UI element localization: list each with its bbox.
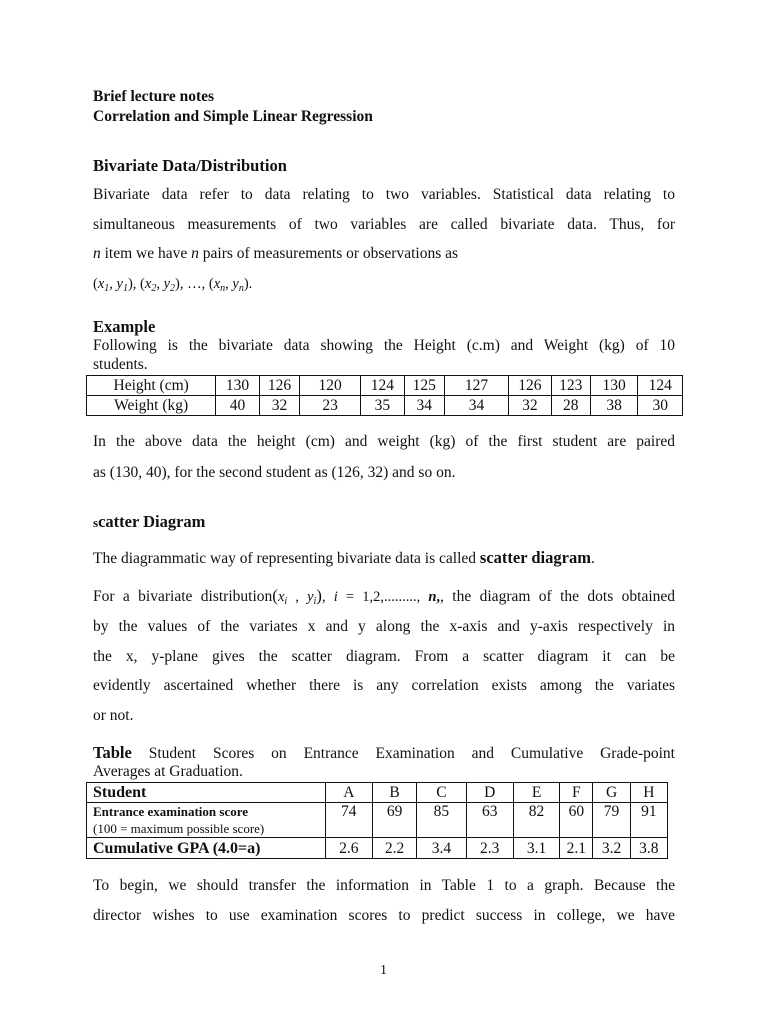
student-header: F — [560, 783, 593, 803]
text-fragment: item we have — [100, 245, 192, 262]
table-cell: 2.2 — [372, 838, 416, 859]
table-cell: 3.1 — [513, 838, 559, 859]
student-header: G — [593, 783, 630, 803]
scatter-para-2-line-4: evidently ascertained whether there is any correlation exists among the variates — [93, 677, 675, 694]
table-cell: 3.8 — [630, 838, 667, 859]
header-line-1: Brief lecture notes — [93, 88, 215, 105]
scatter-para-2-line-5: or not. — [93, 707, 134, 724]
text-fragment: pairs of measurements or observations as — [198, 245, 459, 262]
row-label-main: Entrance examination score — [93, 804, 249, 819]
table-row — [87, 396, 683, 416]
text-fragment: The diagrammatic way of representing bivariate data is called — [93, 550, 480, 567]
table-cell: 126 — [259, 376, 299, 396]
table-caption-line-2: Averages at Graduation. — [93, 763, 243, 780]
table-cell: 120 — [300, 376, 361, 396]
table-cell: 2.6 — [325, 838, 372, 859]
table-cell: 130 — [216, 376, 259, 396]
table-row — [87, 783, 668, 803]
table-cell: 85 — [417, 803, 466, 838]
distribution-formula: ($x_i$ , $y_i$), i = 1,2,........., n, — [272, 586, 441, 607]
pairs-formula: ($x_1$, $y_1$), ($x_2$, $y_2$), …, ($x_n$, $y_n$). — [93, 276, 253, 294]
text-fragment: Student Scores on Entrance Examination and Cumulative Grade-point — [131, 745, 675, 762]
bivariate-para-line-3 — [93, 245, 458, 263]
scatter-para-2-line-1 — [93, 586, 675, 607]
table-cell: 126 — [509, 376, 551, 396]
table-cell: 124 — [638, 376, 683, 396]
student-header: E — [513, 783, 559, 803]
table-cell: 123 — [551, 376, 590, 396]
student-header: D — [466, 783, 513, 803]
after-table-line-2: as (130, 40), for the second student as (126, 32) and so on. — [93, 464, 456, 481]
closing-line-1: To begin, we should transfer the information in Table 1 to a graph. Because the — [93, 877, 675, 894]
table-cell: 2.3 — [466, 838, 513, 859]
table-row — [87, 376, 683, 396]
caption-table-word: Table — [93, 743, 132, 762]
table-cell: 127 — [444, 376, 508, 396]
table-cell: 82 — [513, 803, 559, 838]
example-line-2: students. — [93, 356, 148, 373]
bivariate-para-line-1: Bivariate data refer to data relating to two variables. Statistical data relating to — [93, 186, 675, 203]
table-cell: 124 — [361, 376, 404, 396]
student-header: H — [630, 783, 667, 803]
student-header: C — [417, 783, 466, 803]
row-label: Weight (kg) — [87, 396, 216, 416]
header-line-2: Correlation and Simple Linear Regression — [93, 108, 373, 125]
n-symbol: n — [191, 245, 199, 262]
table-cell: 32 — [259, 396, 299, 416]
table-caption-line-1 — [93, 743, 675, 763]
table-cell: 35 — [361, 396, 404, 416]
closing-line-2: director wishes to use examination scores to predict success in college, we have — [93, 907, 675, 924]
table-cell: 34 — [404, 396, 444, 416]
bivariate-heading: Bivariate Data/Distribution — [93, 156, 287, 175]
table-cell: 3.4 — [417, 838, 466, 859]
table-cell: 125 — [404, 376, 444, 396]
table-cell: 38 — [590, 396, 638, 416]
table-cell: 63 — [466, 803, 513, 838]
scatter-para-2-line-3: the x, y-plane gives the scatter diagram. From a scatter diagram it can be — [93, 648, 675, 665]
row-label: Height (cm) — [87, 376, 216, 396]
table-cell: 74 — [325, 803, 372, 838]
text-fragment: For a bivariate distribution — [93, 588, 273, 605]
table-row — [87, 803, 668, 838]
example-line-1: Following is the bivariate data showing the Height (c.m) and Weight (kg) of 10 — [93, 337, 675, 354]
student-header: B — [372, 783, 416, 803]
scatter-heading — [93, 512, 205, 532]
table-cell: 60 — [560, 803, 593, 838]
text-fragment: . — [590, 550, 595, 567]
row-label: Cumulative GPA (4.0=a) — [87, 838, 326, 859]
n-symbol: n — [93, 245, 101, 262]
header-label: Student — [87, 783, 326, 803]
scatter-diagram-term: scatter diagram — [479, 548, 591, 567]
after-table-line-1: In the above data the height (cm) and weight (kg) of the first student are paired — [93, 433, 675, 450]
student-header: A — [325, 783, 372, 803]
table-row — [87, 838, 668, 859]
table-cell: 40 — [216, 396, 259, 416]
scatter-para-1 — [93, 548, 595, 568]
table-cell: 32 — [509, 396, 551, 416]
heading-rest: catter Diagram — [98, 512, 206, 531]
text-fragment: , the diagram of the dots obtained — [440, 588, 676, 605]
row-label-sub: (100 = maximum possible score) — [93, 821, 265, 836]
table-cell: 130 — [590, 376, 638, 396]
student-scores-table — [86, 782, 668, 859]
table-cell: 91 — [630, 803, 667, 838]
bivariate-para-line-2: simultaneous measurements of two variables are called bivariate data. Thus, for — [93, 216, 675, 233]
table-cell: 30 — [638, 396, 683, 416]
table-cell: 69 — [372, 803, 416, 838]
table-cell: 3.2 — [593, 838, 630, 859]
table-cell: 34 — [444, 396, 508, 416]
table-cell: 23 — [300, 396, 361, 416]
height-weight-table — [86, 375, 683, 416]
page-number: 1 — [380, 963, 387, 978]
heading-lowercase-s: s — [93, 515, 99, 530]
scatter-para-2-line-2: by the values of the variates x and y along the x-axis and y-axis respectively in — [93, 618, 675, 635]
row-label — [87, 803, 326, 838]
table-cell: 28 — [551, 396, 590, 416]
table-cell: 79 — [593, 803, 630, 838]
table-cell: 2.1 — [560, 838, 593, 859]
example-heading: Example — [93, 317, 156, 336]
